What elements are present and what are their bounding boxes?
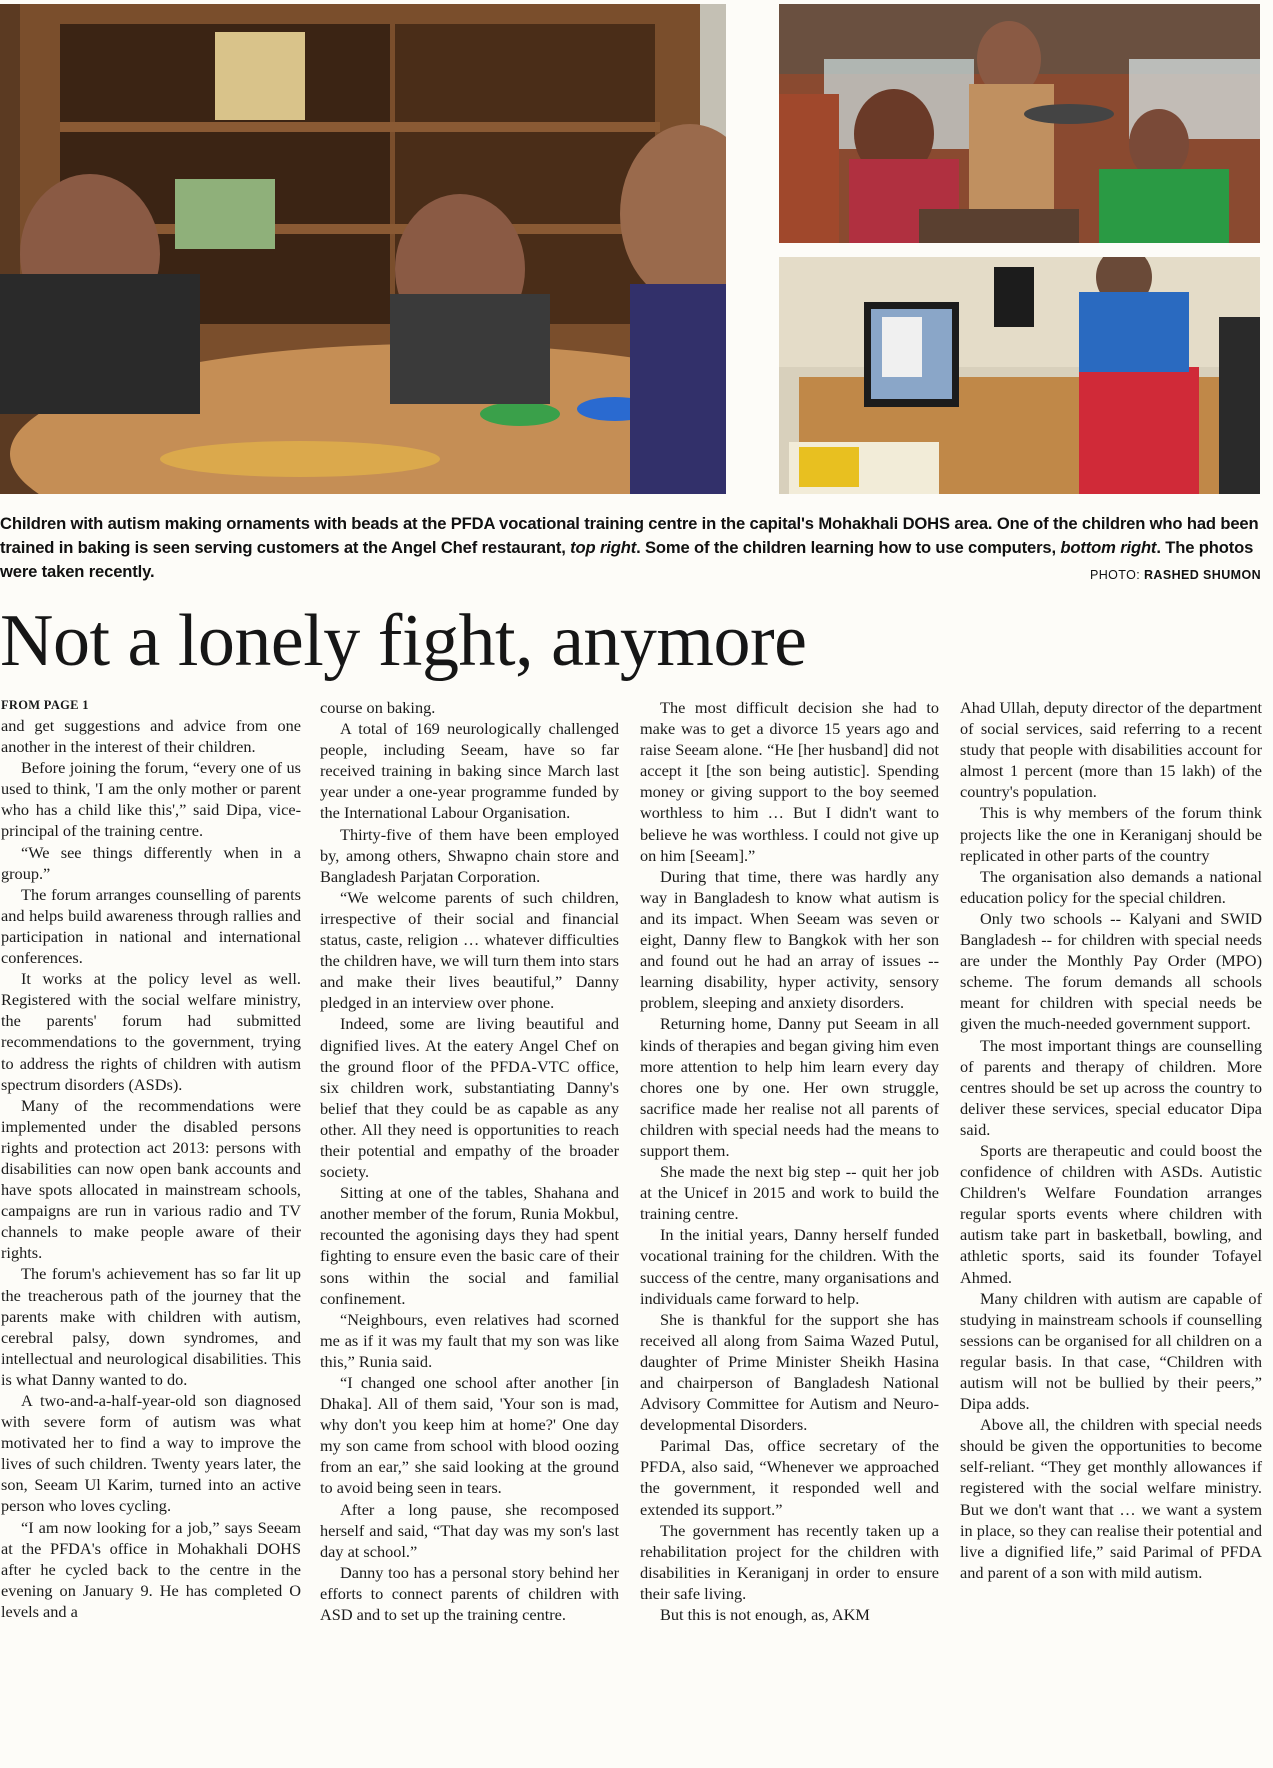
photo-computer-class [779, 257, 1260, 494]
paragraph: After a long pause, she recomposed herself and said, “That day was my son's last day at school.” [320, 1499, 619, 1561]
paragraph: “We see things differently when in a group.” [1, 842, 301, 883]
article-column-4 [960, 697, 1262, 1583]
paragraph: “Neighbours, even relatives had scorned me as if it was my fault that my son was like this,” Runia said. [320, 1309, 619, 1371]
article-column-1 [1, 697, 301, 1622]
paragraph: “We welcome parents of such children, irrespective of their social and financial status, caste, religion … whatever difficulties the children have, we will turn them into stars and make their lives beautiful,” Danny pledged in an interview over phone. [320, 887, 619, 1013]
caption-text-3: . The photos were taken recently. [0, 538, 1254, 581]
paragraph: Above all, the children with special needs should be given the opportunities to become self-reliant. “They get monthly allowances if registered with the social welfare ministry. But we don't want that … we want a system in place, so they can realise their potential and live a dignified life,” said Parimal of PFDA and parent of a son with mild autism. [960, 1415, 1262, 1582]
paragraph: Many children with autism are capable of studying in mainstream schools if counselling sessions can be organised for all children on a regular basis. In that case, “Children with autism will not be bullied by their peers,” Dipa adds. [960, 1288, 1262, 1414]
paragraph: The forum's achievement has so far lit up the treacherous path of the journey that the parents make with children with autism, cerebral palsy, down syndromes, and intellectual and neurological disabilities. This is what Danny wanted to do. [1, 1264, 301, 1389]
paragraph: In the initial years, Danny herself funded vocational training for the children. With the success of the centre, many organisations and individuals came forward to help. [640, 1225, 939, 1308]
caption-bottom-right: bottom right [1060, 538, 1157, 557]
paragraph: During that time, there was hardly any way in Bangladesh to know what autism is and its impact. When Seeam was seven or eight, Danny flew to Bangkok with her son and found out he had an array of issues -- learning disability, hyper activity, sensory problem, sleeping and anxiety disorders. [640, 866, 939, 1013]
caption-text: Children with autism making ornaments with beads at the PFDA vocational training centre in the capital's Mohakhali DOHS area. One of the children who had been trained in baking is seen serving customers at the Angel Chef restaurant, [0, 514, 1259, 557]
paragraph: and get suggestions and advice from one another in the interest of their children. [1, 716, 301, 757]
article-column-2 [320, 697, 619, 1625]
photo-restaurant [779, 4, 1260, 243]
paragraph: The most difficult decision she had to make was to get a divorce 15 years ago and raise Seeam alone. “He [her husband] did not accept it [the son being autistic]. Spending money or giving support to the boy seemed worthless to him … But I didn't want to believe he was worthless. I could not give up on him [Seeam].” [640, 698, 939, 865]
paragraph: She made the next big step -- quit her job at the Unicef in 2015 and work to build the training centre. [640, 1162, 939, 1224]
paragraph: Danny too has a personal story behind her efforts to connect parents of children with ASD and to set up the training centre. [320, 1562, 619, 1625]
photo-restaurant-image [779, 4, 1260, 243]
paragraph: Returning home, Danny put Seeam in all kinds of therapies and began giving him even more attention to help him learn every day chores one by one. Her own struggle, sacrifice made her realise not all parents of children with special needs had the means to support them. [640, 1014, 939, 1160]
paragraph: The forum arranges counselling of parents and helps build awareness through rallies and participation in national and international conferences. [1, 884, 301, 968]
photo-credit-name: RASHED SHUMON [1143, 568, 1261, 582]
paragraph: It works at the policy level as well. Registered with the social welfare ministry, the parents' forum had submitted recommendations to the government, trying to address the rights of children with autism spectrum disorders (ASDs). [1, 969, 301, 1094]
paragraph: A two-and-a-half-year-old son diagnosed with severe form of autism was what motivated her to find a way to improve the lives of such children. Twenty years later, the son, Seeam Ul Karim, turned into an active person who loves cycling. [1, 1391, 301, 1516]
paragraph: But this is not enough, as, AKM [660, 1605, 870, 1625]
paragraph: Thirty-five of them have been employed by, among others, Shwapno chain store and Bangladesh Parjatan Corporation. [320, 824, 619, 886]
photo-credit [1090, 568, 1261, 582]
from-page-label: FROM PAGE 1 [1, 698, 89, 712]
photo-caption [0, 512, 1262, 584]
photo-computer-class-image [779, 257, 1260, 494]
photo-bead-making-image [0, 4, 726, 494]
paragraph: The government has recently taken up a rehabilitation project for the children with disabilities in Keraniganj in order to ensure their safe living. [640, 1520, 939, 1603]
paragraph: Indeed, some are living beautiful and dignified lives. At the eatery Angel Chef on the ground floor of the PFDA-VTC office, six children work, substantiating Danny's belief that they could be as capable as any other. All they need is opportunities to reach their potential and empathy of the broader society. [320, 1014, 619, 1182]
paragraph: Sitting at one of the tables, Shahana and another member of the forum, Runia Mokbul, recounted the agonising days they had spent fighting to ensure even the basic care of their sons within the social and familial confinement. [320, 1183, 619, 1308]
article-column-3 [640, 697, 939, 1625]
paragraph: This is why members of the forum think projects like the one in Keraniganj should be replicated in other parts of the country [960, 803, 1262, 865]
paragraph: Only two schools -- Kalyani and SWID Bangladesh -- for children with special needs are under the Monthly Pay Order (MPO) scheme. The forum demands all schools meant for children with special needs be given the much-needed government support. [960, 908, 1262, 1034]
paragraph: Sports are therapeutic and could boost the confidence of children with ASDs. Autistic Children's Welfare Foundation arranges regular sports events where children with autism take part in basketball, bowling, and athletic sports, said its founder Tofayel Ahmed. [960, 1140, 1262, 1287]
paragraph: Parimal Das, office secretary of the PFDA, also said, “Whenever we approached the government, it responded well and extended its support.” [640, 1436, 939, 1519]
paragraph: The organisation also demands a national education policy for the special children. [960, 866, 1262, 907]
paragraph: “I changed one school after another [in Dhaka]. All of them said, 'Your son is mad, why don't you keep him at home?' One day my son came from school with blood oozing from an ear,” she said looking at the ground to avoid being seen in tears. [320, 1373, 619, 1498]
paragraph: course on baking. [320, 698, 436, 717]
paragraph: “I am now looking for a job,” says Seeam at the PFDA's office in Mohakhali DOHS after he cycled back to the centre in the evening on January 9. He has completed O levels and a [1, 1517, 301, 1621]
paragraph: Ahad Ullah, deputy director of the department of social services, said referring to a recent study that people with disabilities account for almost 1 percent (more than 15 lakh) of the country's population. [960, 698, 1262, 802]
headline: Not a lonely fight, anymore [0, 600, 807, 682]
paragraph: The most important things are counselling of parents and therapy of children. More centres should be set up across the country to deliver these services, special educator Dipa said. [960, 1035, 1262, 1139]
photo-credit-label: PHOTO: [1090, 568, 1141, 582]
caption-top-right: top right [570, 538, 637, 557]
paragraph: A total of 169 neurologically challenged people, including Seeam, have so far received training in baking since March last year under a one-year programme funded by the International Labour Organisation. [320, 719, 619, 823]
paragraph: Many of the recommendations were implemented under the disabled persons rights and protection act 2013: persons with disabilities can now open bank accounts and have spots allocated in mainstream schools, campaigns are run in various radio and TV channels to make people aware of their rights. [1, 1095, 301, 1263]
caption-text-2: . Some of the children learning how to use computers, [636, 538, 1056, 557]
paragraph: Before joining the forum, “every one of us used to think, 'I am the only mother or parent who has a child like this',” said Dipa, vice-principal of the training centre. [1, 758, 301, 841]
photo-bead-making [0, 4, 726, 494]
paragraph: She is thankful for the support she has received all along from Saima Wazed Putul, daughter of Prime Minister Sheikh Hasina and chairperson of Bangladesh National Advisory Committee for Autism and Neurodevelopmental Disorders. [640, 1309, 939, 1435]
